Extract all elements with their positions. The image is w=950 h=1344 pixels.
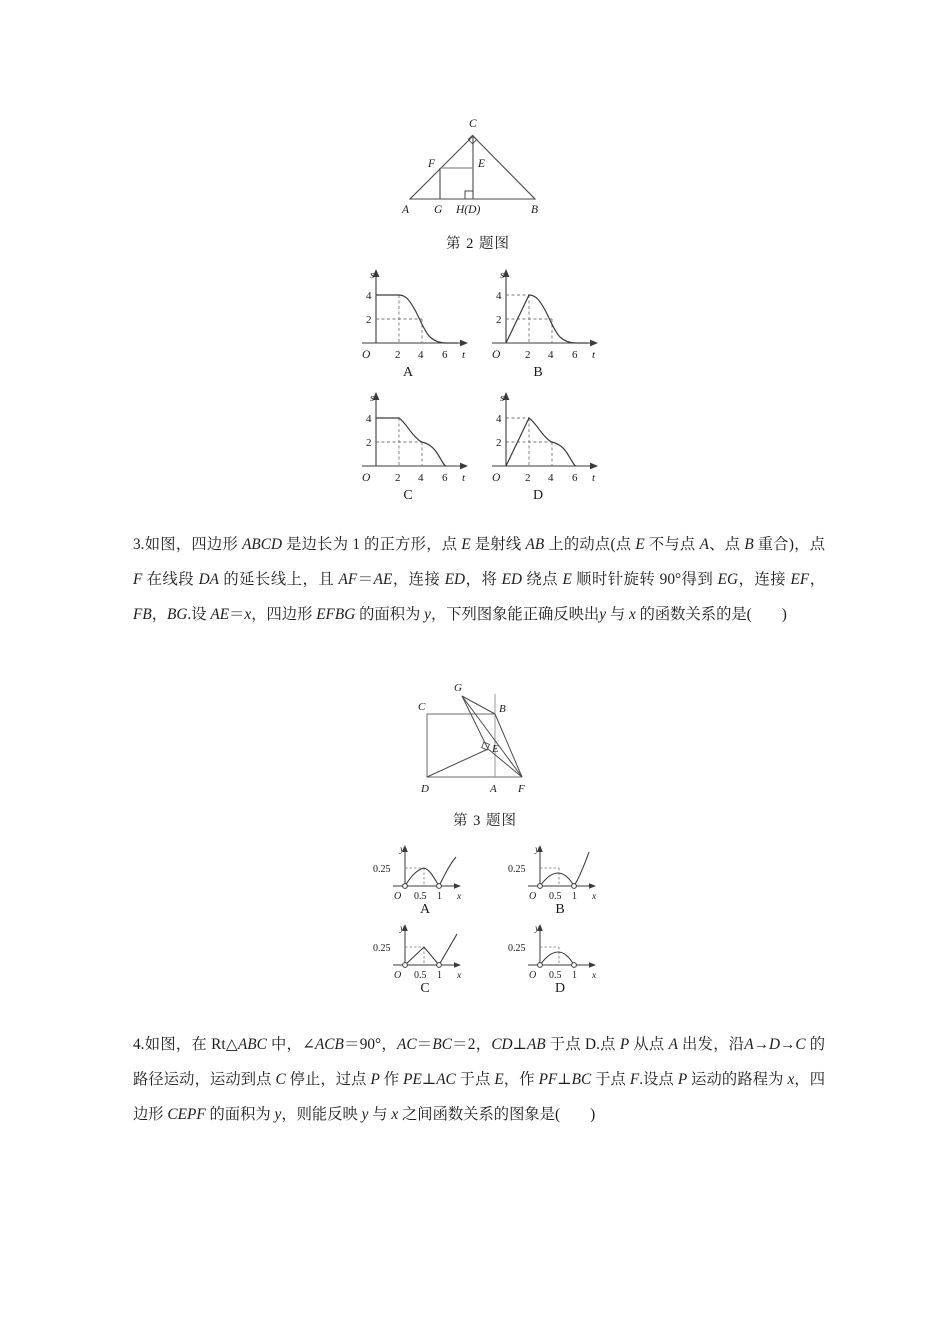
chart-q2-a-ytick-2: 2 xyxy=(366,314,372,326)
chart-q2-a-xlabel: t xyxy=(462,349,466,361)
p4-a1: A xyxy=(668,1036,678,1053)
p3-t20: 的面积为 xyxy=(355,606,425,623)
chart-q2-b-xtick-6: 6 xyxy=(572,349,578,361)
square-rotation-diagram xyxy=(400,672,580,807)
p3-t12: 绕点 xyxy=(522,571,563,588)
chart-q3-b-xlabel: x xyxy=(592,892,597,902)
p3-t5: 不与点 xyxy=(644,536,700,553)
chart-q3-d-ylabel: y xyxy=(535,924,540,934)
p4-abc: ABC xyxy=(237,1036,267,1053)
chart-q3-option-c xyxy=(355,921,483,997)
p3-efbg: EFBG xyxy=(316,606,356,623)
p4-f1: F xyxy=(629,1071,640,1088)
chart-q2-c-xtick-6: 6 xyxy=(442,472,448,484)
chart-q2-b-ytick-2: 2 xyxy=(496,314,502,326)
p3-e1: E xyxy=(461,536,471,553)
p3-e3: E xyxy=(562,571,572,588)
chart-q2-c-ytick-4: 4 xyxy=(366,413,372,425)
label-E: E xyxy=(492,743,499,755)
p4-bc: BC xyxy=(432,1036,452,1053)
p3-t24: ) xyxy=(781,606,787,623)
chart-q2-d-xlabel: t xyxy=(592,472,596,484)
chart-q3-d-xtick-1: 1 xyxy=(572,970,577,981)
label-C: C xyxy=(418,701,426,713)
p4-acb: ACB xyxy=(314,1036,344,1053)
p4-t5: ＝2， xyxy=(451,1036,492,1053)
p3-ae1: AE xyxy=(373,571,393,588)
p4-y1: y xyxy=(274,1106,282,1123)
p3-t7: 重合)，点 xyxy=(753,536,826,553)
chart-q2-b-xtick-2: 2 xyxy=(525,349,531,361)
p3-y2: y xyxy=(599,606,607,623)
p4-t19: 的面积为 xyxy=(205,1106,275,1123)
chart-q2-option-a xyxy=(350,265,480,381)
p4-ab: AB xyxy=(526,1036,546,1053)
p4-a2: A xyxy=(744,1036,754,1053)
p4-x2: x xyxy=(391,1106,399,1123)
chart-q3-b-origin: O xyxy=(529,891,537,902)
p4-t11: 作 xyxy=(379,1071,404,1088)
p3-x2: x xyxy=(628,606,636,623)
p3-eg: EG xyxy=(717,571,739,588)
p4-p2: P xyxy=(370,1071,380,1088)
chart-q3-d-xtick-05: 0.5 xyxy=(549,970,562,981)
p3-t11: ，将 xyxy=(465,571,502,588)
chart-q2-a-svg xyxy=(350,265,480,363)
p3-t21: ，下列图象能正确反映出 xyxy=(430,606,600,623)
chart-q2-a-ytick-4: 4 xyxy=(366,290,372,302)
chart-q2-c-ytick-2: 2 xyxy=(366,437,372,449)
chart-q3-a-xlabel: x xyxy=(457,892,462,902)
chart-q3-b-option-label: B xyxy=(555,902,565,917)
chart-q2-d-xtick-2: 2 xyxy=(525,472,531,484)
chart-q3-a-option-label: A xyxy=(419,902,431,917)
chart-q2-option-b xyxy=(480,265,610,381)
chart-q2-c-xtick-4: 4 xyxy=(418,472,424,484)
p4-t7: 从点 xyxy=(629,1036,669,1053)
chart-q3-c-option-label: C xyxy=(420,981,430,996)
p3-t23: 的函数关系的是( xyxy=(635,606,752,623)
p3-b1: B xyxy=(744,536,754,553)
p4-perp2: ⊥ xyxy=(421,1071,437,1088)
p4-t4: ＝ xyxy=(416,1036,433,1053)
label-HD: H(D) xyxy=(456,204,481,216)
label-G: G xyxy=(434,204,443,216)
p3-t9: 的延长线上，且 xyxy=(218,571,339,588)
chart-q2-a-xtick-2: 2 xyxy=(395,349,401,361)
p3-x1: x xyxy=(244,606,252,623)
chart-q3-d-origin: O xyxy=(529,970,537,981)
chart-q3-d-ytick-025: 0.25 xyxy=(508,943,526,954)
p4-t8: 出发，沿 xyxy=(677,1036,745,1053)
label-C: C xyxy=(469,118,477,130)
p3-eq1: ＝ xyxy=(357,571,374,588)
chart-q3-a-origin: O xyxy=(394,891,402,902)
chart-q3-option-a xyxy=(355,842,483,918)
chart-q2-c-xlabel: t xyxy=(462,472,466,484)
chart-q2-b-ylabel: s xyxy=(500,269,505,281)
chart-q2-b-xtick-4: 4 xyxy=(548,349,554,361)
p3-a1: A xyxy=(699,536,709,553)
p4-t18: ，四边形 xyxy=(133,1071,826,1123)
figure-3-caption: 第 3 题图 xyxy=(453,813,517,829)
p4-cepf: CEPF xyxy=(167,1106,206,1123)
chart-q2-b-option-label: B xyxy=(533,365,543,380)
p3-t14: 得到 xyxy=(681,571,718,588)
p3-t10: ，连接 xyxy=(392,571,445,588)
p3-t18: .设 xyxy=(187,606,211,623)
p3-t16: ， xyxy=(809,571,826,588)
problem-3-text xyxy=(133,527,825,632)
p4-p1: P xyxy=(619,1036,630,1053)
label-A: A xyxy=(402,204,410,216)
p4-arrow1: → xyxy=(753,1036,770,1053)
chart-q3-c-xlabel: x xyxy=(457,971,462,981)
chart-q3-c-xtick-1: 1 xyxy=(437,970,442,981)
p4-t2: 中，∠ xyxy=(266,1036,315,1053)
chart-q3-a-ylabel: y xyxy=(400,845,405,855)
p4-y2: y xyxy=(361,1106,369,1123)
chart-q3-d-svg xyxy=(490,921,618,981)
p4-t3: ＝90°， xyxy=(343,1036,397,1053)
p4-t14: 于点 xyxy=(591,1071,630,1088)
label-F: F xyxy=(428,158,436,170)
p3-t17: ， xyxy=(151,606,168,623)
p4-arrow2: → xyxy=(780,1036,796,1053)
chart-q2-d-option-label: D xyxy=(532,488,544,503)
chart-q3-option-d xyxy=(490,921,618,997)
label-A: A xyxy=(490,783,497,795)
chart-q2-d-svg xyxy=(480,388,610,486)
problem-4-text xyxy=(133,1027,825,1132)
chart-q2-b-svg xyxy=(480,265,610,363)
p3-t6: 、点 xyxy=(708,536,745,553)
figure-problem-3 xyxy=(400,672,580,830)
chart-q3-c-ylabel: y xyxy=(400,924,405,934)
chart-q3-b-ylabel: y xyxy=(535,845,540,855)
chart-q3-a-xtick-1: 1 xyxy=(437,891,442,902)
chart-q2-a-xtick-4: 4 xyxy=(418,349,424,361)
chart-q2-c-ylabel: s xyxy=(370,392,375,404)
p3-f1: F xyxy=(133,571,143,588)
p4-c2: C xyxy=(275,1071,286,1088)
chart-q3-b-svg xyxy=(490,842,618,902)
p4-pf: PF xyxy=(538,1071,558,1088)
p4-t9: 的路径运动，运动到点 xyxy=(133,1036,825,1088)
chart-q2-c-option-label: C xyxy=(403,488,413,503)
p4-t6: 于点 D.点 xyxy=(545,1036,620,1053)
chart-q3-a-xtick-05: 0.5 xyxy=(414,891,427,902)
label-B: B xyxy=(531,204,539,216)
p4-pe: PE xyxy=(403,1071,422,1088)
chart-q3-a-ytick-025: 0.25 xyxy=(373,864,391,875)
label-F: F xyxy=(518,783,525,795)
p4-x1: x xyxy=(787,1071,795,1088)
p4-cd: CD xyxy=(491,1036,513,1053)
chart-q2-b-ytick-4: 4 xyxy=(496,290,502,302)
p4-t12: 于点 xyxy=(455,1071,495,1088)
problem-4-number: 4. xyxy=(133,1036,145,1053)
p4-t16: 点 xyxy=(658,1071,678,1088)
p3-e2: E xyxy=(635,536,645,553)
chart-q2-a-ylabel: s xyxy=(370,269,375,281)
p4-perp3: ⊥ xyxy=(557,1071,572,1088)
p4-bc2: BC xyxy=(571,1071,592,1088)
chart-q3-c-svg xyxy=(355,921,483,981)
p3-t1: 如图，四边形 xyxy=(144,536,243,553)
chart-q2-a-xtick-6: 6 xyxy=(442,349,448,361)
p3-ef: EF xyxy=(790,571,810,588)
p3-eq2: ＝ xyxy=(229,606,245,623)
p3-t13: 顺时针旋转 90° xyxy=(571,571,682,588)
p3-bg: BG xyxy=(167,606,188,623)
p4-perp1: ⊥ xyxy=(512,1036,527,1053)
p3-fb: FB xyxy=(133,606,152,623)
chart-q2-d-xtick-6: 6 xyxy=(572,472,578,484)
p3-t3: 是射线 xyxy=(470,536,526,553)
p4-ac: AC xyxy=(396,1036,417,1053)
p4-e1: E xyxy=(494,1071,504,1088)
chart-q3-b-ytick-025: 0.25 xyxy=(508,864,526,875)
p4-t10: 停止，过点 xyxy=(285,1071,371,1088)
p4-c1: C xyxy=(795,1036,806,1053)
chart-q3-b-xtick-1: 1 xyxy=(572,891,577,902)
chart-q3-d-xlabel: x xyxy=(592,971,597,981)
p3-ab: AB xyxy=(525,536,545,553)
p4-t15: .设 xyxy=(639,1071,659,1088)
p4-t20: ，则能反映 xyxy=(281,1106,362,1123)
p3-t19: ，四边形 xyxy=(251,606,317,623)
p3-ed1: ED xyxy=(444,571,466,588)
p4-t23: ) xyxy=(590,1106,596,1123)
figure-problem-2 xyxy=(368,105,588,253)
p3-da: DA xyxy=(198,571,219,588)
chart-q3-c-ytick-025: 0.25 xyxy=(373,943,391,954)
chart-q3-option-b xyxy=(490,842,618,918)
chart-q2-d-ytick-4: 4 xyxy=(496,413,502,425)
chart-q3-b-xtick-05: 0.5 xyxy=(549,891,562,902)
p3-t8: 在线段 xyxy=(142,571,199,588)
p4-ac2: AC xyxy=(436,1071,456,1088)
chart-q2-a-origin: O xyxy=(362,349,371,361)
p3-t15: ，连接 xyxy=(738,571,791,588)
label-G: G xyxy=(454,682,462,694)
chart-q2-c-origin: O xyxy=(362,472,371,484)
chart-q2-d-ytick-2: 2 xyxy=(496,437,502,449)
p3-af: AF xyxy=(338,571,358,588)
p3-t22: 与 xyxy=(606,606,629,623)
chart-q2-b-xlabel: t xyxy=(592,349,596,361)
chart-q3-a-svg xyxy=(355,842,483,902)
p4-d1: D xyxy=(769,1036,781,1053)
chart-q2-a-option-label: A xyxy=(402,365,414,380)
triangle-diagram xyxy=(368,105,588,220)
p3-t4: 上的动点(点 xyxy=(544,536,636,553)
chart-q2-c-xtick-2: 2 xyxy=(395,472,401,484)
p4-t22: 之间函数关系的图象是( xyxy=(398,1106,561,1123)
p4-t17: 运动的路程为 xyxy=(687,1071,788,1088)
problem-3-number: 3. xyxy=(133,536,145,553)
chart-q2-d-xtick-4: 4 xyxy=(548,472,554,484)
p3-ae2: AE xyxy=(210,606,230,623)
chart-q2-option-d xyxy=(480,388,610,504)
chart-q2-d-ylabel: s xyxy=(500,392,505,404)
p4-t1: 如图，在 Rt△ xyxy=(144,1036,238,1053)
p3-ed2: ED xyxy=(501,571,523,588)
chart-q3-c-xtick-05: 0.5 xyxy=(414,970,427,981)
label-B: B xyxy=(499,703,506,715)
chart-q2-b-origin: O xyxy=(492,349,501,361)
chart-q2-c-svg xyxy=(350,388,480,486)
p3-abcd: ABCD xyxy=(242,536,283,553)
p3-y1: y xyxy=(424,606,431,623)
chart-q2-option-c xyxy=(350,388,480,504)
chart-q3-d-option-label: D xyxy=(554,981,566,996)
p4-p3: P xyxy=(677,1071,688,1088)
p4-t13: ，作 xyxy=(503,1071,539,1088)
chart-q2-d-origin: O xyxy=(492,472,501,484)
chart-q3-c-origin: O xyxy=(394,970,402,981)
p3-t2: 是边长为 1 的正方形，点 xyxy=(282,536,462,553)
label-E: E xyxy=(478,158,486,170)
p4-t21: 与 xyxy=(368,1106,392,1123)
label-D: D xyxy=(421,783,429,795)
figure-2-caption: 第 2 题图 xyxy=(446,236,510,252)
